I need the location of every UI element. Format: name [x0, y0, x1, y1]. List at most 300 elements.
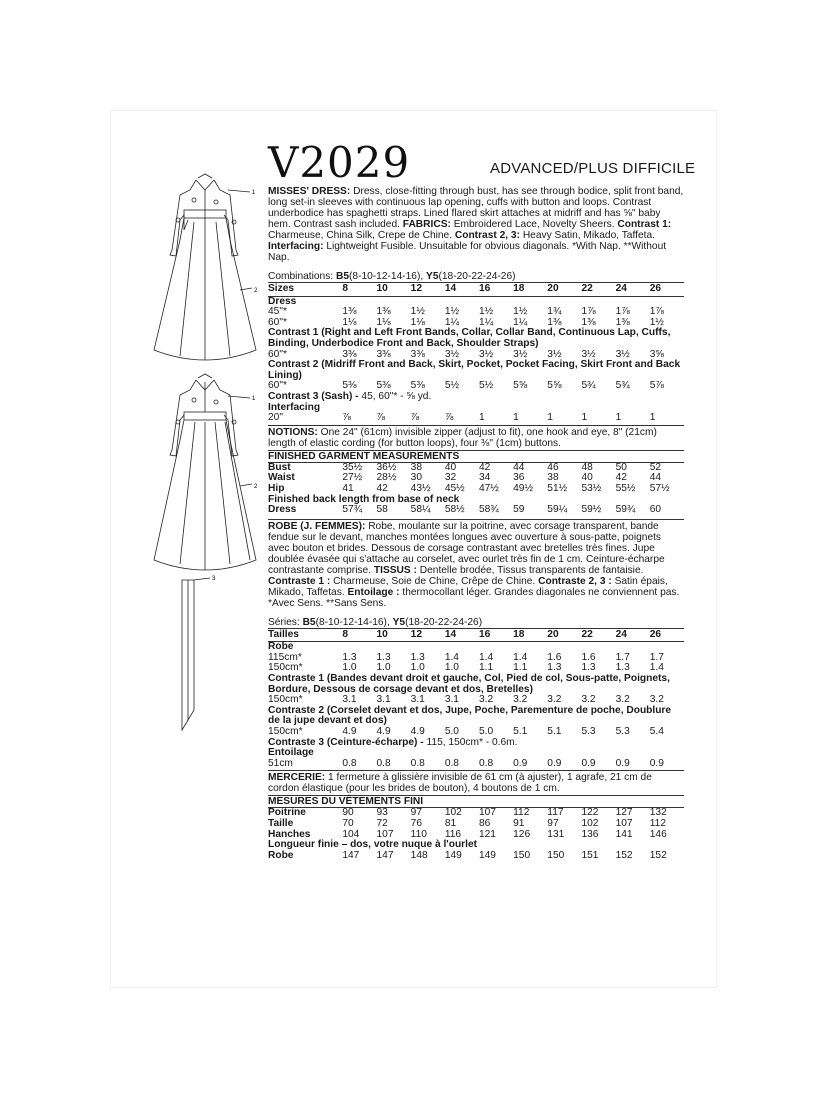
notions-label: NOTIONS:	[268, 426, 318, 438]
value-cell: 3⅜	[342, 348, 357, 360]
value-cell: 5⅝	[547, 380, 562, 392]
series-y5-sizes: (18-20-22-24-26)	[405, 616, 483, 628]
value-cell: 53½	[581, 482, 602, 494]
dress-row-label: 60"*	[268, 316, 287, 328]
value-cell: 97	[410, 807, 422, 819]
back-length-row-label: Dress	[268, 504, 297, 516]
callout-number: 1	[252, 396, 256, 402]
value-cell: 1¾	[547, 306, 562, 318]
value-cell: 86	[478, 818, 491, 829]
value-cell: 34	[478, 472, 491, 484]
measurement-row-label: Bust	[268, 461, 291, 473]
mercerie-text: 1 fermeture à glissière invisible de 61 cm (à ajuster), 1 agrafe, 21 cm de cordon élastique (pour les brides de bouton), 4 boutons de 1 cm.	[268, 772, 652, 795]
value-cell: 1	[649, 412, 656, 424]
value-cell: 1¼	[513, 316, 528, 328]
entoilage-label: Entoilage :	[347, 586, 400, 598]
contraste1-label: Contraste 1 :	[268, 575, 331, 587]
value-cell: 3.2	[649, 694, 664, 706]
value-cell: 91	[513, 818, 525, 829]
value-cell: 150	[547, 849, 565, 861]
value-cell: ⅞	[342, 412, 351, 424]
value-cell: 3.1	[342, 694, 357, 706]
value-cell: 151	[581, 849, 599, 861]
value-cell: 147	[376, 849, 394, 861]
value-cell: 147	[342, 849, 360, 861]
value-cell: 81	[444, 818, 457, 829]
value-cell: 58¼	[410, 504, 431, 516]
notions	[268, 425, 684, 449]
value-cell: 152	[649, 849, 667, 861]
value-cell: 57¾	[342, 504, 363, 516]
value-cell: 3½	[581, 348, 596, 360]
dress-line-drawings	[150, 160, 260, 740]
interfacing-label: Interfacing:	[268, 241, 324, 252]
value-cell: 58¾	[478, 504, 499, 516]
tissus-label: TISSUS :	[373, 564, 417, 576]
value-cell: 1⅜	[581, 316, 596, 328]
value-cell: 51½	[547, 482, 568, 494]
value-cell: 1½	[410, 306, 425, 318]
value-cell: 42	[478, 461, 491, 473]
value-cell: 1.3	[581, 662, 596, 674]
value-cell: 149	[478, 849, 496, 861]
value-cell: 116	[444, 828, 462, 840]
size-cell: 12	[411, 628, 445, 642]
value-cell: 1⅞	[649, 306, 664, 318]
interfacing-row-label: 20"	[268, 412, 283, 424]
size-cell: 24	[616, 628, 650, 642]
value-cell: 146	[649, 828, 667, 840]
contraste1-row-label: 150cm*	[268, 694, 303, 706]
value-cell: ⅞	[376, 412, 385, 424]
value-cell: 122	[581, 807, 599, 819]
value-cell: 38	[547, 472, 559, 484]
contrast1-text: Charmeuse, China Silk, Crepe de Chine.	[268, 230, 455, 241]
size-cell: 26	[650, 283, 684, 297]
value-cell: 93	[376, 807, 388, 819]
technical-drawings	[150, 160, 260, 740]
value-cell: 1⅜	[615, 316, 630, 328]
series-y5: Y5	[392, 616, 406, 628]
value-cell: 3.1	[444, 694, 459, 706]
value-cell: 47½	[478, 482, 499, 494]
value-cell: 1.0	[444, 662, 459, 674]
value-cell: 38	[410, 461, 422, 473]
value-cell: 42	[376, 482, 388, 494]
pattern-number: V2029	[268, 138, 411, 187]
dress-row-label: 45"*	[268, 306, 287, 318]
value-cell: 3½	[478, 348, 494, 360]
value-cell: 1½	[478, 306, 494, 318]
combinations-line	[268, 271, 684, 282]
value-cell: 44	[513, 461, 525, 473]
value-cell: 1.1	[478, 662, 494, 674]
contrast1-section-label: Contrast 1 (Right and Left Front Bands, Collar, Collar Band, Continuous Lap, Cuffs, Binding, Underbodice Front and Back, Shoulder Straps)	[268, 327, 671, 349]
value-cell: 1¼	[478, 316, 494, 328]
contraste2-section	[268, 706, 684, 727]
fgm-title: FINISHED GARMENT MEASUREMENTS	[268, 450, 684, 463]
value-cell: 148	[410, 849, 428, 861]
longueur-row	[268, 851, 684, 862]
value-cell: 5.3	[615, 726, 630, 738]
contraste2-row-label: 150cm*	[268, 726, 303, 738]
entoilage-row	[268, 759, 684, 770]
value-cell: 132	[649, 807, 667, 819]
entoilage-section-label: Entoilage	[268, 747, 314, 759]
dress-section-label: Dress	[268, 295, 297, 307]
value-cell: 0.9	[547, 757, 562, 769]
value-cell: 1	[547, 412, 553, 424]
value-cell: 1⅛	[410, 316, 425, 328]
size-cell: 12	[411, 283, 445, 297]
value-cell: 27½	[342, 472, 363, 484]
value-cell: 3⅜	[410, 348, 425, 360]
value-cell: 5¾	[615, 380, 630, 392]
contraste1-text: Charmeuse, Soie de Chine, Crêpe de Chine.	[330, 575, 539, 587]
size-cell: 16	[479, 283, 513, 297]
value-cell: 0.8	[444, 757, 459, 769]
contraste3-section	[268, 738, 684, 749]
contrast23-text: Heavy Satin, Mikado, Taffeta.	[519, 230, 655, 241]
value-cell: 0.9	[581, 757, 596, 769]
contrast3-section-label: Contrast 3 (Sash) -	[268, 390, 359, 402]
value-cell: 112	[649, 818, 666, 829]
measurement-row-label: Hip	[268, 482, 285, 494]
value-cell: 121	[478, 828, 496, 840]
interfacing-text: Lightweight Fusible. Unsuitable for obvious diagonals. *With Nap. **Without Nap.	[268, 241, 667, 263]
combo-y5: Y5	[426, 271, 439, 282]
mesure-row-label: Poitrine	[268, 807, 306, 819]
value-cell: 107	[376, 828, 394, 840]
value-cell: 1.0	[342, 662, 357, 674]
value-cell: 5⅜	[376, 380, 391, 392]
value-cell: 1½	[513, 306, 528, 318]
sizes-label: Tailles	[268, 628, 342, 642]
value-cell: 1.0	[376, 662, 391, 674]
value-cell: 36	[513, 472, 525, 484]
desc-head: MISSES' DRESS:	[268, 186, 351, 197]
value-cell: 5½	[444, 380, 459, 392]
contraste1-section-label: Contraste 1 (Bandes devant droit et gauche, Col, Pied de col, Sous-patte, Poignets, Bordure, Dessous de corsage devant et dos, Bretelles)	[268, 673, 670, 695]
pattern-info	[268, 186, 684, 861]
value-cell: 59¾	[615, 504, 636, 516]
series-b5: B5	[302, 616, 316, 628]
description-fr	[268, 519, 684, 609]
contrast1-label: Contrast 1:	[617, 219, 672, 230]
size-cell: 20	[547, 628, 581, 642]
value-cell: 1⅞	[615, 306, 630, 318]
value-cell: 40	[444, 461, 457, 473]
value-cell: 30	[410, 472, 422, 484]
value-cell: 1	[581, 412, 588, 424]
entoilage-text: thermocollant léger. Grandes diagonales ne conviennent pas. *Avec Sens. **Sans Sens.	[268, 586, 680, 609]
value-cell: ⅞	[444, 412, 454, 424]
value-cell: 0.8	[376, 757, 391, 769]
mesure-row-label: Hanches	[268, 828, 311, 840]
series-label: Séries:	[268, 616, 300, 628]
contraste23-label: Contraste 2, 3 :	[538, 575, 612, 587]
value-cell: 3.2	[581, 694, 596, 706]
value-cell: 102	[444, 807, 462, 819]
value-cell: 1⅜	[376, 306, 391, 318]
value-cell: 1.3	[342, 651, 357, 663]
value-cell: 57½	[649, 482, 670, 494]
size-cell: 8	[342, 283, 376, 297]
mercerie	[268, 770, 684, 794]
value-cell: 1.4	[478, 651, 494, 663]
contrast1-row-label: 60"*	[268, 348, 287, 360]
value-cell: 60	[649, 504, 662, 516]
value-cell: 1.0	[410, 662, 425, 674]
value-cell: 5⅞	[649, 380, 664, 392]
contraste3-section-text: 115, 150cm* - 0.6m.	[423, 736, 518, 748]
value-cell: 0.9	[649, 757, 664, 769]
value-cell: 3½	[615, 348, 630, 360]
value-cell: 150	[513, 849, 531, 861]
value-cell: 3⅜	[376, 348, 391, 360]
value-cell: 3.2	[513, 694, 528, 706]
yardage-table-fr	[268, 628, 684, 770]
size-cell: 18	[513, 628, 547, 642]
value-cell: 112	[513, 807, 530, 819]
value-cell: 5.1	[547, 726, 562, 738]
desc-head-fr: ROBE (J. FEMMES):	[268, 520, 366, 532]
series-b5-sizes: (8-10-12-14-16),	[315, 616, 390, 628]
value-cell: 0.8	[410, 757, 425, 769]
value-cell: 1.4	[513, 651, 528, 663]
value-cell: 90	[342, 807, 354, 819]
value-cell: 1⅜	[342, 306, 357, 318]
value-cell: 50	[615, 461, 627, 473]
value-cell: 4.9	[342, 726, 357, 738]
robe-row-label: 115cm*	[268, 651, 302, 663]
interfacing-row	[268, 413, 684, 424]
value-cell: 4.9	[410, 726, 425, 738]
contraste3-section-cell	[268, 738, 684, 749]
tissus-text: Dentelle brodée, Tissus transparents de fantaisie.	[416, 564, 644, 576]
value-cell: 40	[581, 472, 593, 484]
mercerie-label: MERCERIE:	[268, 772, 326, 784]
value-cell: 1⅞	[581, 306, 596, 318]
value-cell: 3.2	[547, 694, 562, 706]
size-cell: 20	[547, 283, 581, 297]
value-cell: 58	[376, 504, 388, 516]
value-cell: 0.9	[615, 757, 630, 769]
size-cell: 24	[616, 283, 650, 297]
value-cell: 3½	[444, 348, 459, 360]
value-cell: 1⅜	[547, 316, 562, 328]
value-cell: 59¼	[547, 504, 568, 516]
value-cell: 44	[649, 472, 662, 484]
value-cell: 5⅝	[513, 380, 528, 392]
value-cell: 0.8	[478, 757, 494, 769]
size-cell: 10	[377, 283, 411, 297]
measurement-row-label: Waist	[268, 472, 295, 484]
size-cell: 18	[513, 283, 547, 297]
value-cell: 1	[478, 412, 485, 424]
value-cell: 152	[615, 849, 633, 861]
measurement-row	[268, 484, 684, 495]
measurements-table-en	[268, 463, 684, 516]
value-cell: 0.9	[513, 757, 528, 769]
size-cell: 8	[342, 628, 376, 642]
contrast2-section	[268, 360, 684, 381]
value-cell: 5.0	[444, 726, 459, 738]
value-cell: 1.3	[376, 651, 391, 663]
value-cell: 136	[581, 828, 599, 840]
value-cell: 45½	[444, 482, 465, 494]
contraste1-section	[268, 674, 684, 695]
callout-number: 1	[252, 190, 256, 196]
callout-number: 2	[254, 288, 258, 294]
value-cell: 58½	[444, 504, 465, 516]
size-cell: 22	[581, 628, 615, 642]
entoilage-row-label: 51cm	[268, 757, 293, 769]
value-cell: 41	[342, 482, 354, 494]
value-cell: 1.3	[547, 662, 562, 674]
value-cell: 3.2	[615, 694, 630, 706]
value-cell: 0.8	[342, 757, 357, 769]
sizes-label: Sizes	[268, 283, 342, 297]
contrast3-section-cell	[268, 392, 684, 403]
combo-b5-sizes: (8-10-12-14-16),	[349, 271, 424, 282]
value-cell: 5.0	[478, 726, 494, 738]
value-cell: 127	[615, 807, 633, 819]
fabrics-label: FABRICS:	[402, 219, 451, 230]
contrast1-section	[268, 328, 684, 349]
contrast3-section-text: 45, 60"* - ⅝ yd.	[358, 390, 432, 402]
back-length-section-label: Finished back length from base of neck	[268, 493, 460, 505]
description-en	[268, 186, 684, 263]
value-cell: 1¼	[444, 316, 459, 328]
value-cell: 42	[615, 472, 627, 484]
sizes-header-row	[268, 628, 684, 642]
yardage-table-en	[268, 282, 684, 424]
value-cell: 3½	[547, 348, 562, 360]
mesures-title: MESURES DU VÊTEMENTS FINI	[268, 795, 684, 808]
value-cell: 110	[410, 828, 427, 840]
desc-text: Dress, close-fitting through bust, has see through bodice, split front band, long set-in sleeves with continuous lap opening, cuffs with button and loops. Contrast underbodice has spaghetti straps. Lined flared skirt attaches at midriff and has ⅝" baby hem. Contrast sash included.	[268, 186, 684, 230]
measurements-table-fr	[268, 808, 684, 861]
value-cell: 72	[376, 818, 388, 829]
value-cell: 1.6	[547, 651, 562, 663]
value-cell: 3.2	[478, 694, 494, 706]
value-cell: 1.4	[649, 662, 664, 674]
contraste23-text: Satin épais, Mikado, Taffetas.	[268, 575, 668, 598]
callout-number: 2	[254, 484, 258, 490]
value-cell: 36½	[376, 461, 397, 473]
contrast2-row-label: 60"*	[268, 380, 287, 392]
value-cell: 1.7	[649, 651, 664, 663]
size-cell: 14	[445, 628, 479, 642]
contraste3-section-label: Contraste 3 (Ceinture-écharpe) -	[268, 736, 424, 748]
value-cell: 55½	[615, 482, 636, 494]
value-cell: 1.4	[444, 651, 459, 663]
combo-b5: B5	[335, 271, 349, 282]
difficulty-level: ADVANCED/PLUS DIFFICILE	[490, 160, 696, 177]
size-cell: 14	[445, 283, 479, 297]
robe-row-label: 150cm*	[268, 662, 303, 674]
value-cell: 1	[513, 412, 519, 424]
value-cell: 28½	[376, 472, 397, 484]
callout-number: 3	[212, 576, 216, 582]
combinations-label: Combinations:	[268, 271, 334, 282]
value-cell: 35½	[342, 461, 363, 473]
value-cell: 49½	[513, 482, 533, 494]
value-cell: 59	[513, 504, 525, 516]
contraste2-section-label: Contraste 2 (Corselet devant et dos, Jupe, Poche, Parementure de poche, Doublure de la jupe devant et dos)	[268, 704, 672, 727]
value-cell: 1.3	[410, 651, 425, 663]
value-cell: 3⅝	[649, 348, 664, 360]
value-cell: 1.7	[615, 651, 630, 663]
fabrics-text: Embroidered Lace, Novelty Sheers.	[450, 219, 618, 230]
size-cell: 10	[377, 628, 411, 642]
value-cell: 3.1	[410, 694, 425, 706]
size-cell: 26	[650, 628, 684, 642]
value-cell: 1	[615, 412, 622, 424]
value-cell: 97	[547, 818, 559, 829]
value-cell: 126	[513, 828, 531, 840]
contrast3-section	[268, 392, 684, 403]
value-cell: 1½	[649, 316, 664, 328]
robe-section-label: Robe	[268, 641, 294, 653]
contrast23-label: Contrast 2, 3:	[454, 230, 520, 241]
value-cell: 4.9	[376, 726, 391, 738]
value-cell: 117	[547, 807, 564, 819]
value-cell: 1.1	[513, 662, 528, 674]
value-cell: 102	[581, 818, 599, 829]
value-cell: 1⅛	[342, 316, 357, 328]
value-cell: 70	[342, 818, 354, 829]
value-cell: 5.1	[513, 726, 528, 738]
value-cell: 52	[649, 461, 662, 473]
value-cell: 1.6	[581, 651, 596, 663]
value-cell: 76	[410, 818, 422, 829]
value-cell: 107	[478, 807, 496, 819]
value-cell: 5.4	[649, 726, 664, 738]
combo-y5-sizes: (18-20-22-24-26)	[438, 271, 516, 282]
mesure-row-label: Taille	[268, 818, 294, 829]
value-cell: 46	[547, 461, 559, 473]
back-length-row	[268, 505, 684, 516]
value-cell: 131	[547, 828, 565, 840]
value-cell: 141	[615, 828, 633, 840]
value-cell: 1.3	[615, 662, 630, 674]
value-cell: 1½	[444, 306, 459, 318]
value-cell: 59½	[581, 504, 602, 516]
size-cell: 22	[581, 283, 615, 297]
value-cell: 1⅛	[376, 316, 391, 328]
size-cell: 16	[479, 628, 513, 642]
contrast2-section-label: Contrast 2 (Midriff Front and Back, Skirt, Pocket, Pocket Facing, Skirt Front and Back Lining)	[268, 359, 681, 381]
value-cell: 5⅜	[342, 380, 357, 392]
longueur-row-label: Robe	[268, 849, 294, 861]
value-cell: ⅞	[410, 412, 420, 424]
sizes-header-row	[268, 283, 684, 297]
value-cell: 48	[581, 461, 593, 473]
value-cell: 107	[615, 818, 633, 829]
value-cell: 3.1	[376, 694, 391, 706]
desc-text-fr: Robe, moulante sur la poitrine, avec corsage transparent, bande fendue sur le devant, manches montées longues avec ouverture à sous-patte, poignets avec bouton et brides. Dessous de corsage contrastant avec bretelles très fines. Jupe doublée évasée qui s'attache au corselet, avec ourlet très fin de 1 cm. Ceinture-écharpe contrastante comprise.	[268, 520, 665, 576]
interfacing-section-label: Interfacing	[268, 401, 321, 413]
mesure-row	[268, 819, 684, 830]
longueur-section-label: Longueur finie – dos, votre nuque à l'ourlet	[268, 839, 478, 851]
value-cell: 149	[444, 849, 462, 861]
value-cell: 32	[444, 472, 457, 484]
value-cell: 5.3	[581, 726, 596, 738]
notions-text: One 24" (61cm) invisible zipper (adjust to fit), one hook and eye, 8" (21cm) length of elastic cording (for button loops), four ⅜" (1cm) buttons.	[268, 426, 657, 449]
value-cell: 5½	[478, 380, 494, 392]
